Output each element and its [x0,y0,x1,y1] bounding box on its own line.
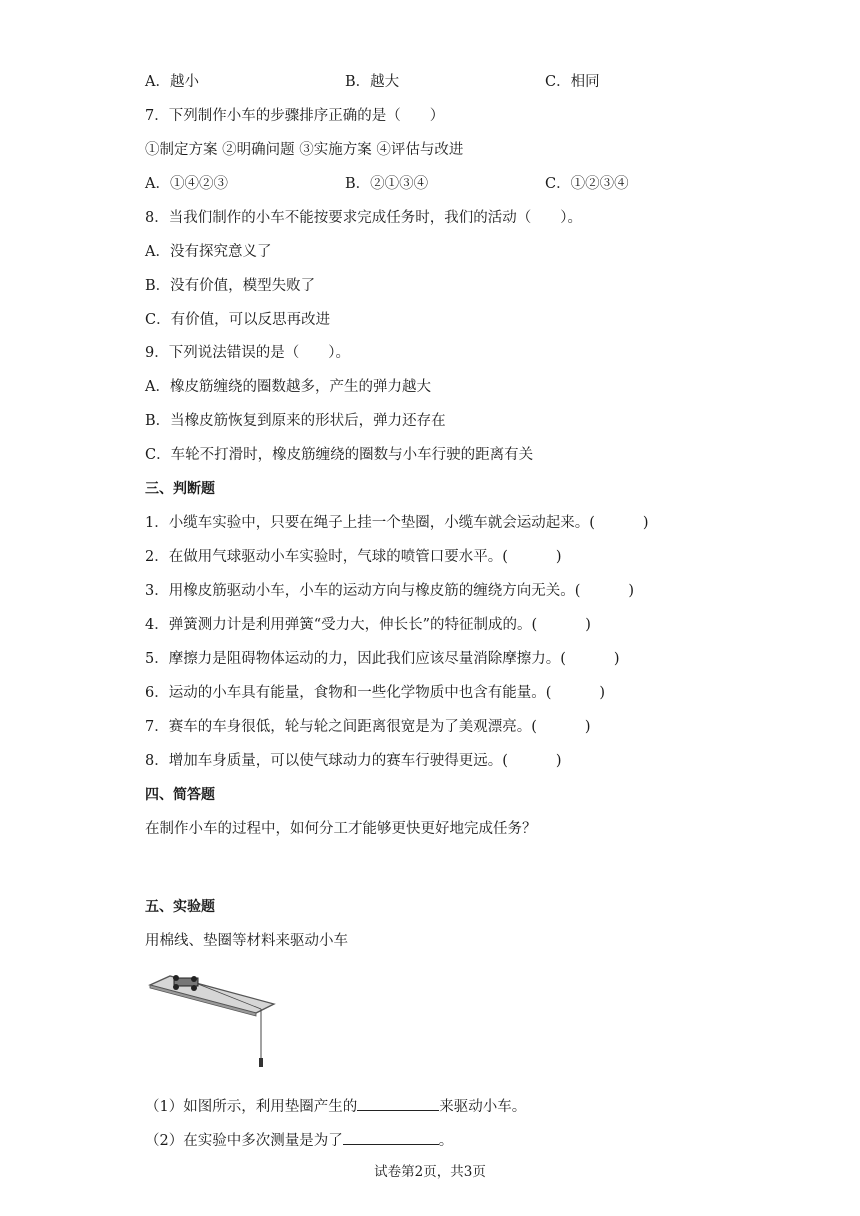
q6-options [145,72,745,92]
q8-option-c: C．有价值，可以反思再改进 [145,312,331,328]
close-paren: ) [585,617,591,633]
close-paren: ) [613,651,620,667]
q6-option-b: B．越大 [345,74,400,90]
q6-option-c: C．相同 [545,74,600,90]
cable-car-figure [148,968,278,1073]
experiment-q1-post: 来驱动小车。 [439,1099,527,1115]
judge-item-7-text: 7．赛车的车身很低，轮与轮之间距离很宽是为了美观漂亮。( [145,719,537,735]
q7-option-c: C．①②③④ [545,176,629,192]
judge-item-1-text: 1．小缆车实验中，只要在绳子上挂一个垫圈，小缆车就会运动起来。( [145,515,595,531]
answer-blank-1[interactable] [357,1095,439,1111]
judge-item-7 [145,717,591,737]
judge-item-6-text: 6．运动的小车具有能量，食物和一些化学物质中也含有能量。( [145,685,552,701]
q7-option-a: A．①④②③ [145,176,228,192]
close-paren: ) [628,583,635,599]
experiment-q1 [145,1095,526,1117]
judge-item-8-text: 8．增加车身质量，可以使气球动力的赛车行驶得更远。( [145,753,508,769]
experiment-q2-post: 。 [438,1133,454,1149]
experiment-intro: 用棉线、垫圈等材料来驱动小车 [145,933,348,949]
q7-options [145,174,745,194]
q7-stem: 7．下列制作小车的步骤排序正确的是（ ） [145,108,445,124]
experiment-q2-pre: （2）在实验中多次测量是为了 [145,1133,343,1149]
answer-blank-2[interactable] [343,1129,439,1145]
judge-item-4-text: 4．弹簧测力计是利用弹簧“受力大，伸长长”的特征制成的。( [145,617,538,633]
q9-option-c: C．车轮不打滑时，橡皮筋缠绕的圈数与小车行驶的距离有关 [145,447,534,463]
page-footer: 试卷第2页，共3页 [374,1164,486,1180]
q6-option-a: A．越小 [145,74,199,90]
judge-item-6 [145,683,605,703]
q9-option-b: B．当橡皮筋恢复到原来的形状后，弹力还存在 [145,413,446,429]
q9-option-a: A．橡皮筋缠绕的圈数越多，产生的弹力越大 [145,379,431,395]
experiment-q1-pre: （1）如图所示，利用垫圈产生的 [145,1099,358,1115]
judge-item-5-text: 5．摩擦力是阻碍物体运动的力，因此我们应该尽量消除摩擦力。( [145,651,566,667]
cable-car-illustration [148,968,278,1073]
q8-option-a: A．没有探究意义了 [145,244,272,260]
close-paren: ) [555,549,562,565]
judge-item-3-text: 3．用橡皮筋驱动小车，小车的运动方向与橡皮筋的缠绕方向无关。( [145,583,581,599]
section3-title: 三、判断题 [145,481,215,497]
judge-item-8 [145,751,562,771]
judge-item-2 [145,547,562,567]
q8-stem: 8．当我们制作的小车不能按要求完成任务时，我们的活动（ ）。 [145,210,582,226]
section4-title: 四、简答题 [145,787,215,803]
q7-steps: ①制定方案 ②明确问题 ③实施方案 ④评估与改进 [145,142,464,158]
section5-title: 五、实验题 [145,899,215,915]
judge-item-4 [145,615,591,635]
judge-item-5 [145,649,620,669]
close-paren: ) [555,753,562,769]
q7-option-b: B．②①③④ [345,176,429,192]
judge-item-2-text: 2．在做用气球驱动小车实验时，气球的喷管口要水平。( [145,549,508,565]
judge-item-3 [145,581,634,601]
judge-item-1 [145,513,649,533]
q8-option-b: B．没有价值，模型失败了 [145,278,316,294]
experiment-q2 [145,1129,453,1151]
close-paren: ) [642,515,649,531]
short-answer-question: 在制作小车的过程中，如何分工才能够更快更好地完成任务？ [145,821,537,837]
q9-stem: 9．下列说法错误的是（ ）。 [145,345,350,361]
close-paren: ) [599,685,606,701]
close-paren: ) [584,719,591,735]
